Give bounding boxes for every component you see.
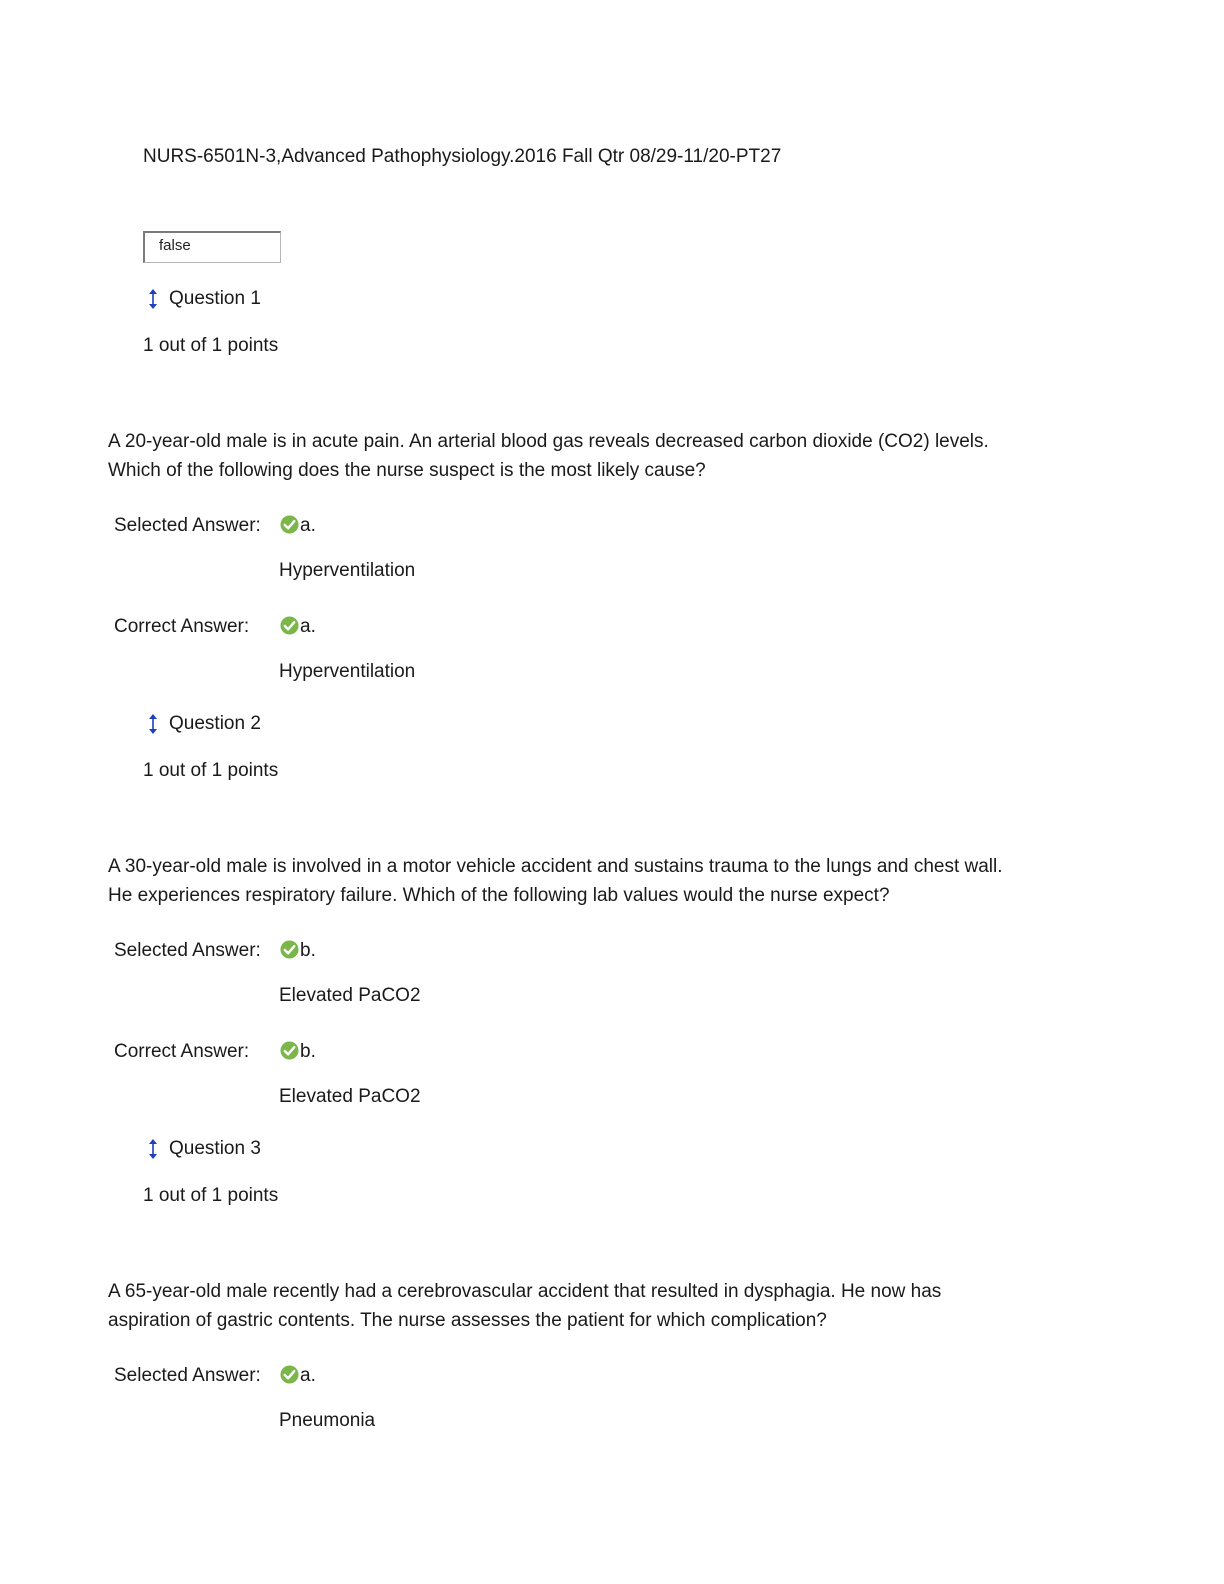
- selected-answer: [280, 939, 316, 963]
- check-circle-icon: [280, 940, 299, 959]
- check-circle-icon: [280, 1365, 299, 1384]
- question-points: 1 out of 1 points: [143, 335, 279, 356]
- selected-answer: [280, 1364, 316, 1388]
- question-3-header: [147, 1137, 261, 1161]
- answer-letter: b.: [300, 1041, 316, 1062]
- selected-answer-text: Hyperventilation: [279, 560, 416, 581]
- selected-answer-label: Selected Answer:: [114, 940, 261, 961]
- correct-answer-label: Correct Answer:: [114, 616, 250, 637]
- question-text: A 20-year-old male is in acute pain. An arterial blood gas reveals decreased carbon dioxide (CO2) levels. Which of the following does the nurse suspect is the most likely cause?: [108, 431, 989, 481]
- question-text: A 65-year-old male recently had a cerebrovascular accident that resulted in dysphagia. He now has aspiration of gastric contents. The nurse assesses the patient for which complication?: [108, 1281, 942, 1331]
- sort-arrows-icon[interactable]: [147, 1138, 159, 1160]
- question-points: 1 out of 1 points: [143, 760, 279, 781]
- check-circle-icon: [280, 616, 299, 635]
- correct-answer: [280, 615, 316, 639]
- question-title: Question 2: [169, 713, 261, 734]
- answer-input[interactable]: false: [143, 231, 281, 263]
- selected-answer-label: Selected Answer:: [114, 515, 261, 536]
- answer-letter: a.: [300, 515, 316, 536]
- correct-answer: [280, 1040, 316, 1064]
- question-1-header: [147, 287, 261, 311]
- course-title: NURS-6501N-3,Advanced Pathophysiology.2016 Fall Qtr 08/29-11/20-PT27: [143, 146, 782, 167]
- answer-letter: a.: [300, 616, 316, 637]
- sort-arrows-icon[interactable]: [147, 288, 159, 310]
- correct-answer-text: Elevated PaCO2: [279, 1086, 421, 1107]
- check-circle-icon: [280, 1041, 299, 1060]
- question-points: 1 out of 1 points: [143, 1185, 279, 1206]
- sort-arrows-icon[interactable]: [147, 713, 159, 735]
- question-2-header: [147, 712, 261, 736]
- correct-answer-text: Hyperventilation: [279, 661, 416, 682]
- question-text: A 30-year-old male is involved in a motor vehicle accident and sustains trauma to the lungs and chest wall. He experiences respiratory failure. Which of the following lab values would the nurse expect?: [108, 856, 1003, 906]
- selected-answer-text: Elevated PaCO2: [279, 985, 421, 1006]
- question-title: Question 1: [169, 288, 261, 309]
- selected-answer-text: Pneumonia: [279, 1410, 376, 1431]
- answer-letter: b.: [300, 940, 316, 961]
- check-circle-icon: [280, 515, 299, 534]
- question-title: Question 3: [169, 1138, 261, 1159]
- selected-answer: [280, 514, 316, 538]
- correct-answer-label: Correct Answer:: [114, 1041, 250, 1062]
- answer-letter: a.: [300, 1365, 316, 1386]
- selected-answer-label: Selected Answer:: [114, 1365, 261, 1386]
